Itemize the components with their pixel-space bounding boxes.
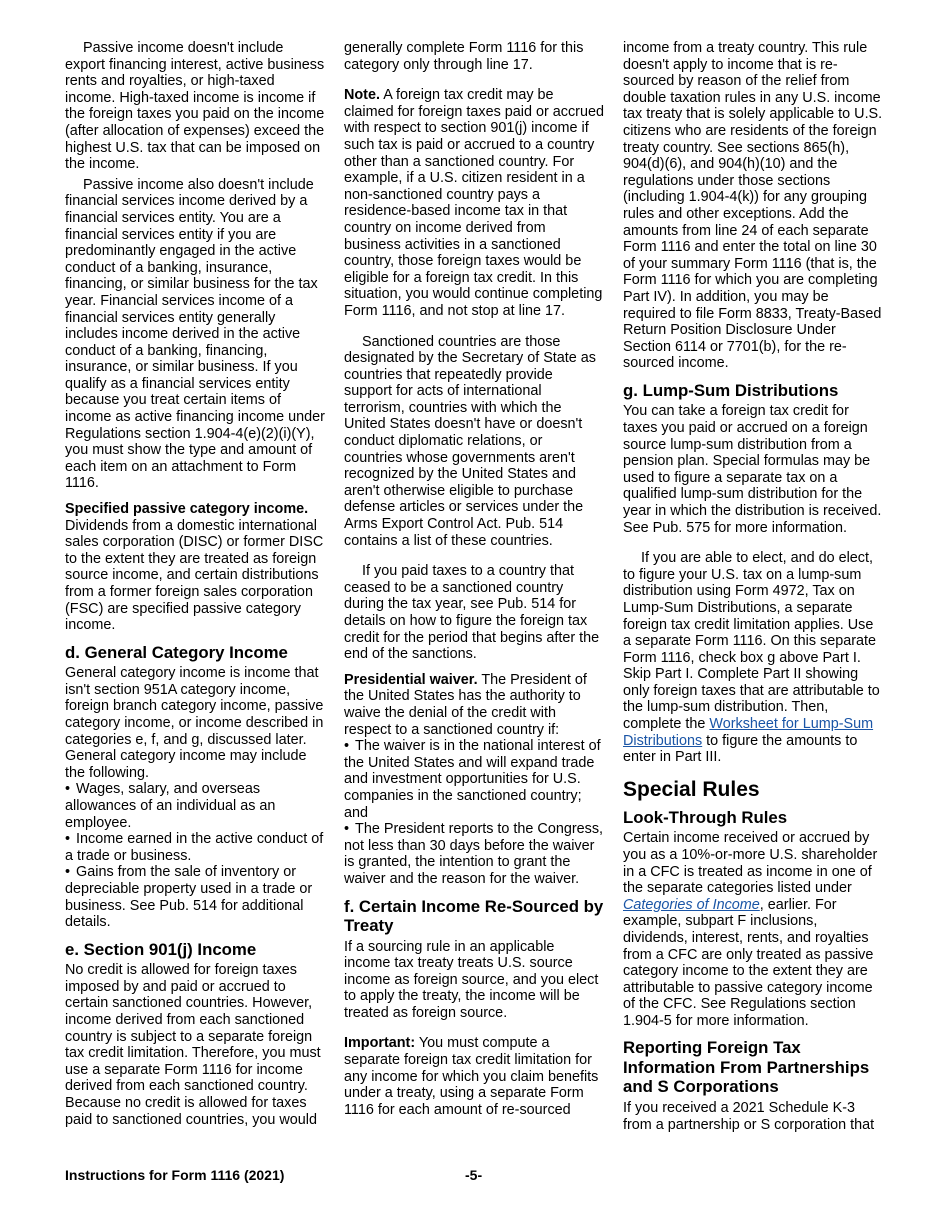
paragraph: generally complete Form 1116 for this category only through line 17.	[344, 40, 584, 73]
paragraph-text: A foreign tax credit may be claimed for foreign taxes paid or accrued with respect to section 901(j) income if such tax is paid or accrued to a country other than a sanctioned country. For example, if a U.S. citizen resident in a non-sanctioned country pays a residence-based income tax in that country on income derived from business activities in a sanctioned country, those foreign taxes would be eligible for a foreign tax credit. In this situation, you would continue completing Form 1116, and not stop at line 17.	[344, 87, 604, 319]
footer-title: Instructions for Form 1116 (2021)	[65, 1167, 285, 1183]
page-number: -5-	[465, 1167, 483, 1183]
paragraph: General category income is income that isn't section 951A category income, foreign branch category income, passive category income, or income described in categories e, f, and g, discussed later. General category income may include the following.	[65, 665, 324, 781]
paragraph: If you received a 2021 Schedule K-3 from a partnership or S corporation that	[623, 1099, 875, 1133]
paragraph: Sanctioned countries are those designated by the Secretary of State as countries that repeatedly provide support for acts of international terrorism, countries with which the United States doesn't have or doesn't conduct diplomatic relations, or countries whose governments aren't recognized by the United States and aren't otherwise eligible to purchase defense articles or services under the Arms Export Control Act. Pub. 514 contains a list of these countries.	[344, 333, 596, 549]
paragraph: income from a treaty country. This rule doesn't apply to income that is re-sourced by reason of the relief from double taxation rules in any U.S. income tax treaty that is solely applicable to U.S. citizens who are residents of the foreign treaty country. See sections 865(h), 904(d)(6), and 904(h)(10) and the regulations under those sections (including 1.904-4(k)) for any grouping rules and other exceptions. Add the amounts from line 24 of each separate Form 1116 and enter the total on line 30 of your summary Form 1116 (that is, the Form 1116 for which you are completing Part IV). In addition, you may be required to file Form 8833, Treaty-Based Return Position Disclosure Under Section 6114 or 7701(b), for the re-sourced income.	[623, 40, 883, 372]
paragraph: No credit is allowed for foreign taxes imposed by and paid or accrued to certain sanctioned countries. However, income derived from each sanctioned country is subject to a separate foreign tax credit limitation. Therefore, you must use a separate Form 1116 for income derived from each sanctioned country. Because no credit is allowed for taxes paid to sanctioned countries, you would	[65, 962, 321, 1128]
paragraph	[623, 550, 883, 766]
section-heading: Reporting Foreign Tax Information From Partnerships and S Corporations	[623, 1038, 870, 1097]
run-in-heading: Important:	[344, 1035, 416, 1052]
paragraph-text: Certain income received or accrued by you as a 10%-or-more U.S. shareholder in a CFC is treated as income in one of the separate categories listed under	[623, 830, 878, 897]
section-heading: Look-Through Rules	[623, 807, 788, 827]
section-heading: g. Lump-Sum Distributions	[623, 380, 839, 400]
column-1	[65, 40, 325, 1128]
paragraph: Passive income doesn't include export financing interest, active business rents and royalties, or high-taxed income. High-taxed income is income if the foreign taxes you paid on the income (after allocation of expenses) exceed the highest U.S. tax that can be imposed on the income.	[65, 40, 325, 173]
paragraph: Passive income also doesn't include financial services income derived by a financial services entity. You are a financial services entity if you are predominantly engaged in the active conduct of a banking, insurance, financing, or similar business for the tax year. Financial services income of a financial services entity generally includes income derived in the active conduct of a banking, financing, insurance, or similar business. If you qualify as a financial services entity because you treat certain items of income as active financing income under Regulations section 1.904-4(e)(2)(i)(Y), you must show the type and amount of each item on an attachment to Form 1116.	[65, 176, 325, 492]
bullet-item: • Wages, salary, and overseas allowances of an individual as an employee.	[65, 781, 325, 831]
bullet-item: • Income earned in the active conduct of a trade or business.	[65, 831, 325, 864]
bullet-item: • Gains from the sale of inventory or depreciable property used in a trade or business. See Pub. 514 for additional details.	[65, 864, 325, 930]
column-3	[623, 40, 883, 1133]
paragraph-text: The President of the United States has the authority to waive the denial of the credit with respect to a sanctioned country if:	[344, 671, 587, 738]
paragraph: If a sourcing rule in an applicable income tax treaty treats U.S. source income as foreign source, and you elect to apply the treaty, the income will be treated as foreign source.	[344, 938, 599, 1021]
paragraph-text: to figure the amounts to enter in Part III.	[623, 732, 858, 766]
run-in-heading: Specified passive category income.	[65, 501, 309, 518]
paragraph	[344, 672, 604, 738]
paragraph	[623, 830, 883, 1029]
run-in-heading: Note.	[344, 87, 380, 104]
major-heading: Special Rules	[623, 777, 760, 801]
worksheet-lump-sum-link[interactable]: Worksheet for Lump-Sum Distributions	[623, 716, 874, 749]
paragraph	[344, 1035, 604, 1118]
run-in-heading: Presidential waiver.	[344, 671, 478, 688]
paragraph-text: Dividends from a domestic international sales corporation (DISC) or former DISC to the extent they are treated as foreign source income, and certain distributions from a former foreign sales corporation (FSC) are specified passive category income.	[65, 517, 324, 634]
categories-of-income-link[interactable]: Categories of Income	[623, 896, 760, 913]
bullet-item: • The waiver is in the national interest of the United States and will expand trade and investment opportunities for U.S. companies in the sanctioned country; and	[344, 738, 604, 821]
paragraph	[344, 87, 604, 319]
bullet-item: • The President reports to the Congress, not less than 30 days before the waiver is granted, the intention to grant the waiver and the reason for the waiver.	[344, 821, 604, 887]
paragraph-text: If you are able to elect, and do elect, to figure your U.S. tax on a lump-sum distribution using Form 4972, Tax on Lump-Sum Distributions, a separate foreign tax credit limitation applies. Use a separate Form 1116. On this separate Form 1116, check box g above Part I. Skip Part I. Complete Part II showing only foreign taxes that are attributable to the lump-sum distribution. Then, complete the	[623, 550, 880, 733]
section-heading: f. Certain Income Re-Sourced by Treaty	[344, 896, 604, 935]
paragraph-text: You must compute a separate foreign tax credit limitation for any income for which you claim benefits under a treaty, using a separate Form 1116 for each amount of re-sourced	[344, 1035, 599, 1118]
paragraph	[65, 501, 325, 634]
paragraph: You can take a foreign tax credit for taxes you paid or accrued on a foreign source lump-sum distribution from a pension plan. Special formulas may be used to figure a separate tax on a qualified lump-sum distribution for the year in which the distribution is received. See Pub. 575 for more information.	[623, 403, 882, 536]
paragraph: If you paid taxes to a country that ceased to be a sanctioned country during the tax year, see Pub. 514 for details on how to figure the foreign tax credit for the period that begins after the end of the sanctions.	[344, 563, 600, 663]
section-heading: e. Section 901(j) Income	[65, 939, 257, 959]
section-heading: d. General Category Income	[65, 642, 288, 662]
column-2	[344, 40, 604, 1118]
paragraph-text: , earlier. For example, subpart F inclusions, dividends, interest, rents, and royalties from a CFC are only treated as passive category income to the extent they are attributable to passive category income of the CFC. See Regulations section 1.904-5 for more information.	[623, 896, 874, 1029]
